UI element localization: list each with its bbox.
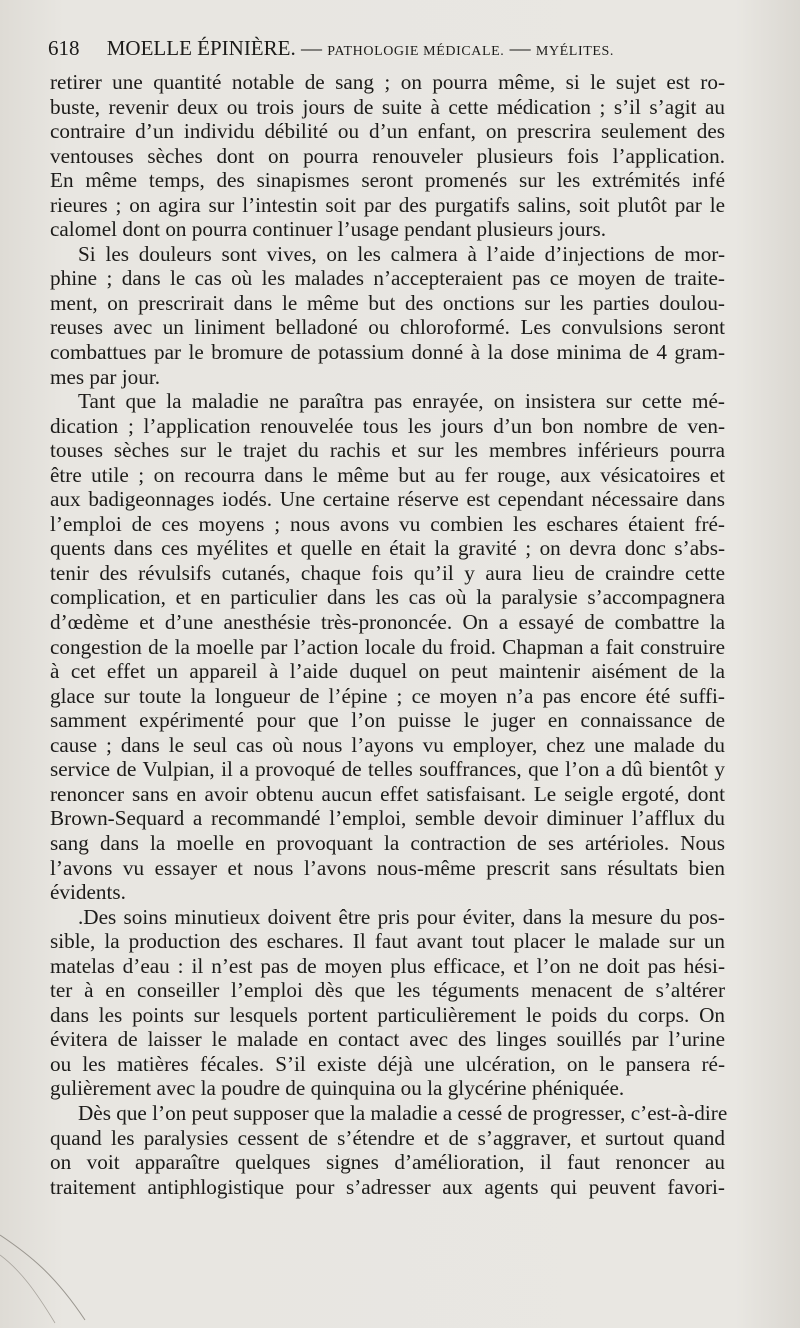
text-line: retirer une quantité notable de sang ; on pourra même, si le sujet est ro- — [50, 70, 725, 94]
text-line: calomel dont on pourra continuer l’usage pendant plusieurs jours. — [50, 217, 607, 242]
text-line: Tant que la maladie ne paraîtra pas enrayée, on insistera sur cette mé- — [78, 389, 725, 414]
text-line: à cet effet un appareil à l’aide duquel on peut maintenir aisément de la — [50, 659, 725, 684]
text-line: quents dans ces myélites et quelle en était la gravité ; on devra donc s’abs- — [50, 536, 725, 561]
page-curl-mark — [0, 1215, 120, 1325]
header-title: MOELLE ÉPINIÈRE. — [106, 36, 296, 60]
text-line: quand les paralysies cessent de s’étendre et de s’aggraver, et surtout quand — [50, 1125, 725, 1150]
text-line: Dès que l’on peut supposer que la maladie a cessé de progresser, c’est-à-dire — [78, 1100, 728, 1125]
text-line: traitement antiphlogistique pour s’adresser aux agents qui peuvent favori- — [50, 1174, 725, 1199]
text-line: tenir des révulsifs cutanés, chaque fois qu’il y aura lieu de craindre cette — [50, 560, 725, 585]
header-dash: — — [509, 36, 531, 60]
text-line: être utile ; on recourra dans le même but au fer rouge, aux vésicatoires et — [50, 462, 725, 487]
text-line: buste, revenir deux ou trois jours de suite à cette médication ; s’il s’agit au — [50, 94, 725, 119]
text-line: dans les points sur lesquels portent particulièrement le poids du corps. On — [50, 1002, 725, 1027]
text-line: samment expérimenté pour que l’on puisse le juger en connaissance de — [50, 708, 725, 733]
text-line: glace sur toute la longueur de l’épine ; ce moyen n’a pas encore été suffi- — [50, 683, 725, 708]
text-line: évitera de laisser le malade en contact avec des linges souillés par l’urine — [50, 1027, 725, 1052]
body-text — [50, 70, 728, 1199]
text-line: Si les douleurs sont vives, on les calmera à l’aide d’injections de mor- — [78, 241, 725, 266]
text-line: l’avons vu essayer et nous l’avons nous-même prescrit sans résultats bien — [50, 855, 725, 880]
header-subsection: MYÉLITES. — [535, 44, 615, 59]
text-line: matelas d’eau : il n’est pas de moyen plus efficace, et l’on ne doit pas hési- — [50, 953, 725, 978]
text-line: Brown-Sequard a recommandé l’emploi, semble devoir diminuer l’afflux du — [50, 806, 725, 831]
text-line: combattues par le bromure de potassium donné à la dose minima de 4 gram- — [50, 340, 725, 365]
text-line: service de Vulpian, il a provoqué de telles souffrances, que l’on a dû bientôt y — [50, 757, 725, 782]
text-line: l’emploi de ces moyens ; nous avons vu combien les eschares étaient fré- — [50, 511, 725, 536]
text-line: renoncer sans en avoir obtenu aucun effet satisfaisant. Le seigle ergoté, dont — [50, 781, 725, 806]
text-line: contraire d’un individu débilité ou d’un enfant, on prescrira seulement des — [50, 119, 725, 144]
running-header — [48, 33, 748, 67]
page-number: 618 — [48, 36, 80, 60]
text-line: phine ; dans le cas où les malades n’accepteraient pas ce moyen de traite- — [50, 266, 725, 291]
text-line: mes par jour. — [50, 364, 161, 389]
text-line: gulièrement avec la poudre de quinquina ou la glycérine phéniquée. — [50, 1076, 625, 1101]
header-dash: — — [300, 36, 322, 60]
text-line: évidents. — [50, 880, 126, 905]
text-line: sang dans la moelle en provoquant la contraction de ses artérioles. Nous — [50, 830, 725, 855]
text-line: complication, et en particulier dans les cas où la paralysie s’accompagnera — [50, 585, 725, 610]
text-line: ventouses sèches dont on pourra renouveler plusieurs fois l’application. — [50, 143, 725, 168]
text-line: En même temps, des sinapismes seront promenés sur les extrémités infé — [50, 168, 725, 193]
text-line: .Des soins minutieux doivent être pris pour éviter, dans la mesure du pos- — [78, 904, 725, 929]
text-line: ou les matières fécales. S’il existe déjà une ulcération, on le pansera ré- — [50, 1051, 725, 1076]
text-line: ment, on prescrirait dans le même but des onctions sur les parties doulou- — [50, 290, 725, 315]
text-line: touses sèches sur le trajet du rachis et sur les membres inférieurs pourra — [50, 438, 725, 463]
text-line: reuses avec un liniment belladoné ou chloroformé. Les convulsions seront — [50, 315, 725, 340]
text-line: on voit apparaître quelques signes d’amélioration, il faut renoncer au — [50, 1150, 725, 1175]
text-line: congestion de la moelle par l’action locale du froid. Chapman a fait construire — [50, 634, 725, 659]
text-line: rieures ; on agira sur l’intestin soit par des purgatifs salins, soit plutôt par le — [50, 192, 725, 217]
text-line: aux badigeonnages iodés. Une certaine réserve est cependant nécessaire dans — [50, 487, 725, 512]
text-line: cause ; dans le seul cas où nous l’ayons vu employer, chez une malade du — [50, 732, 725, 757]
text-line: dication ; l’application renouvelée tous les jours d’un bon nombre de ven- — [50, 413, 725, 438]
text-line: sible, la production des eschares. Il faut avant tout placer le malade sur un — [50, 929, 725, 954]
text-line: ter à en conseiller l’emploi dès que les téguments menacent de s’altérer — [50, 978, 725, 1003]
text-line: d’œdème et d’une anesthésie très-prononcée. On a essayé de combattre la — [50, 610, 725, 635]
header-section: PATHOLOGIE MÉDICALE. — [327, 44, 505, 59]
